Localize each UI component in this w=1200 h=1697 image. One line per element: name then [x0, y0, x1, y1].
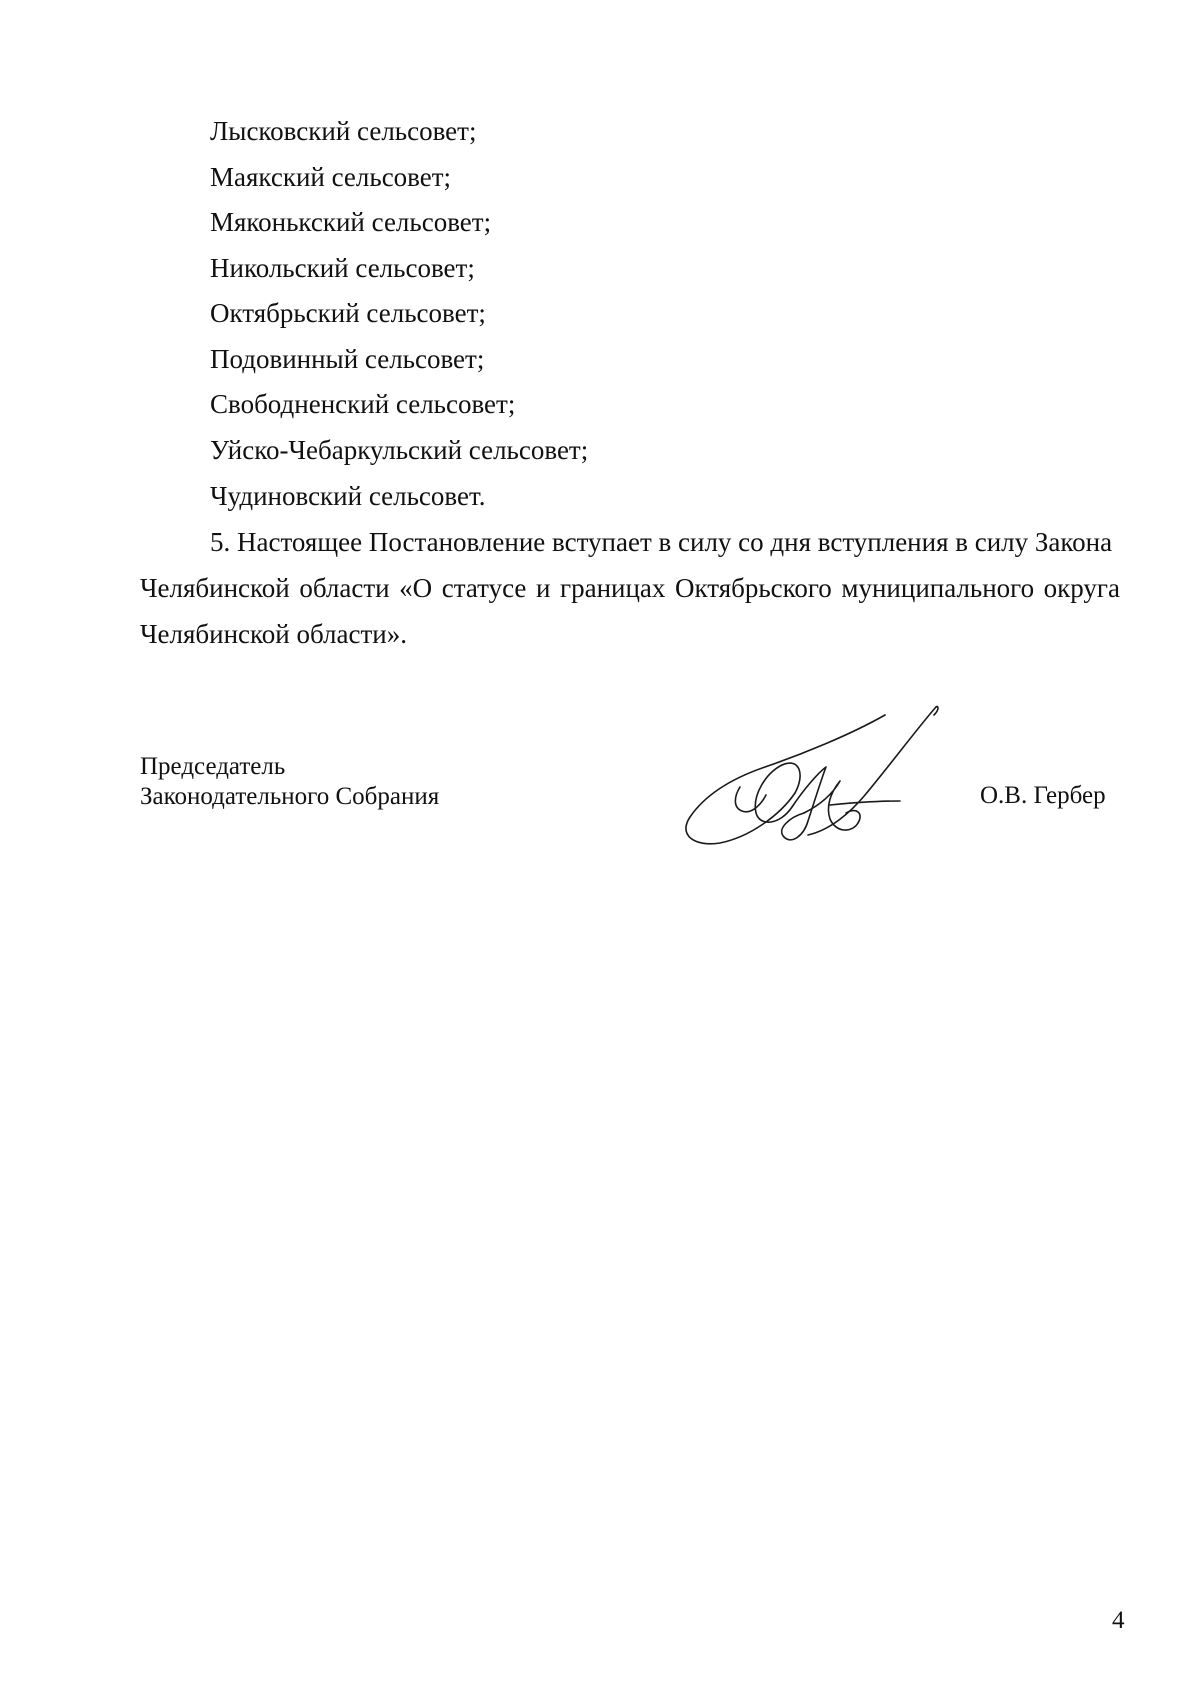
signer-name: О.В. Гербер [980, 782, 1106, 809]
handwritten-signature [680, 695, 960, 850]
list-item: Свободненский сельсовет; [210, 389, 516, 419]
page-number: 4 [1112, 1607, 1125, 1634]
clause-5-paragraph [140, 526, 1120, 656]
list-item: Никольский сельсовет; [210, 253, 475, 283]
list-item: Мяконькский сельсовет; [210, 207, 492, 237]
list-item: Маякский сельсовет; [210, 162, 452, 192]
clause-5-line-3: Челябинской области». [140, 619, 407, 649]
signer-title-line-2: Законодательного Собрания [140, 783, 440, 810]
clause-5-line-1: 5. Настоящее Постановление вступает в силу со дня вступления в силу Закона [210, 527, 1113, 557]
clause-5-line-2: Челябинской области «О статусе и границах Октябрьского муниципального округа [140, 573, 1120, 603]
signer-title-line-1: Председатель [140, 753, 286, 780]
list-item: Подовинный сельсовет; [210, 344, 485, 374]
signer-title [140, 752, 439, 812]
list-item: Уйско-Чебаркульский сельсовет; [210, 435, 589, 465]
list-item: Октябрьский сельсовет; [210, 298, 486, 328]
list-item: Чудиновский сельсовет. [210, 481, 486, 511]
list-item: Лысковский сельсовет; [210, 116, 477, 146]
